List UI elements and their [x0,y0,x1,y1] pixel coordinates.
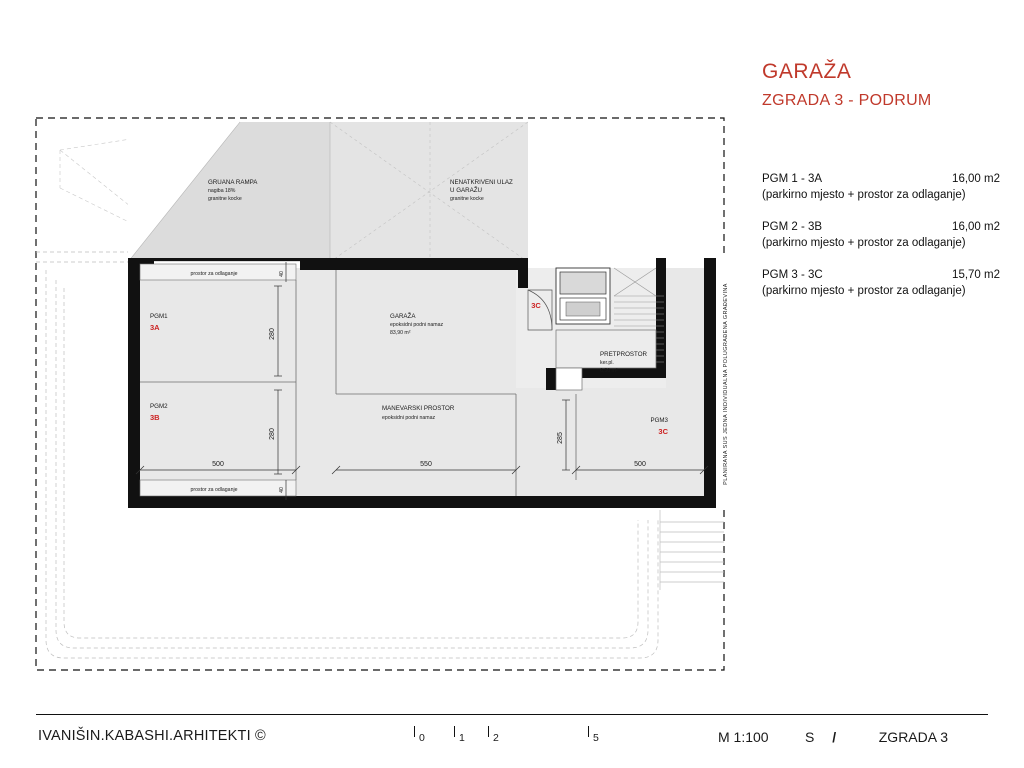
sheet-label-text: S [805,729,815,745]
scalebar-label-0: 0 [419,732,425,744]
legend-code: PGM 2 - 3B [762,221,823,234]
stall-unit-1: 3A [150,323,160,332]
legend-note: (parkirno mjesto + prostor za odlaganje) [762,188,966,201]
scalebar-label-5: 5 [593,732,599,744]
scalebar-tick [588,726,589,737]
stall-code-2: PGM2 [150,403,168,410]
dim-40-bottom: 40 [279,487,285,493]
dim-550: 550 [420,461,432,468]
dim-500-top: 500 [212,461,224,468]
dim-280-a: 280 [269,328,276,340]
garage-label-2: epoksidni podni namaz [390,322,444,328]
dim-40-top: 40 [279,271,285,277]
stall-code-1: PGM1 [150,313,168,320]
dim-280-b: 280 [269,428,276,440]
legend-code: PGM 1 - 3A [762,173,823,185]
sheet-value-text: / [832,729,837,745]
anteroom-label-3: 6,50 m² [600,368,618,374]
scalebar-label-2: 2 [493,732,499,744]
legend [762,172,1000,316]
lift-label: 3C [531,301,541,310]
anteroom-label-2: ker.pl. [600,360,614,366]
footer-author: IVANIŠIN.KABASHI.ARHITEKTI © [38,728,266,744]
scalebar-label-1: 1 [459,732,465,744]
ramp-label-3: granitne kocke [208,196,242,202]
legend-area: 16,00 m2 [952,221,1000,234]
anteroom-label-1: PRETPROSTOR [600,351,647,358]
maneuver-label-2: epoksidni podni namaz [382,415,436,421]
scalebar-tick [454,726,455,737]
terrain-steps [660,510,724,590]
legend-item [762,220,1000,251]
scalebar-tick [488,726,489,737]
page-subtitle: ZGRADA 3 - PODRUM [762,92,932,109]
footer-divider [36,714,988,715]
entrance-label-2: U GARAŽU [450,187,482,194]
footer-building: ZGRADA 3 [878,729,948,745]
legend-item [762,268,1000,299]
legend-area: 15,70 m2 [952,269,1000,282]
storage-label-top: prostor za odlaganje [190,271,238,277]
entrance-label-3: granitne kocke [450,196,484,202]
scalebar-tick [414,726,415,737]
ramp-label-1: GRUANA RAMPA [208,179,258,186]
footer-scale: M 1:100 [718,729,769,745]
legend-note: (parkirno mjesto + prostor za odlaganje) [762,236,966,249]
boundary-note: PLANIRANA SUS JEDNA INDIVIDUALNA POLUGRAĐENA GRAĐEVINA [723,283,729,485]
legend-item [762,172,1000,203]
legend-area: 16,00 m2 [952,173,1000,185]
maneuver-label-1: MANEVARSKI PROSTOR [382,405,455,412]
dim-285: 285 [557,432,564,444]
stall-code-3: PGM3 [650,417,668,424]
storage-label-bottom: prostor za odlaganje [190,487,238,493]
scale-bar [408,726,638,748]
entrance-label-1: NENATKRIVENI ULAZ [450,179,513,186]
dim-500-right: 500 [634,461,646,468]
legend-note: (parkirno mjesto + prostor za odlaganje) [762,284,966,297]
legend-code: PGM 3 - 3C [762,269,823,282]
page-title: GARAŽA [762,60,852,83]
garage-label-3: 83,90 m² [390,330,411,336]
stall-unit-2: 3B [150,413,160,422]
garage-label-1: GARAŽA [390,313,416,320]
stall-unit-3: 3C [658,427,668,436]
footer-sheet-label [805,729,836,745]
ramp-label-2: nagiba 18% [208,188,236,194]
